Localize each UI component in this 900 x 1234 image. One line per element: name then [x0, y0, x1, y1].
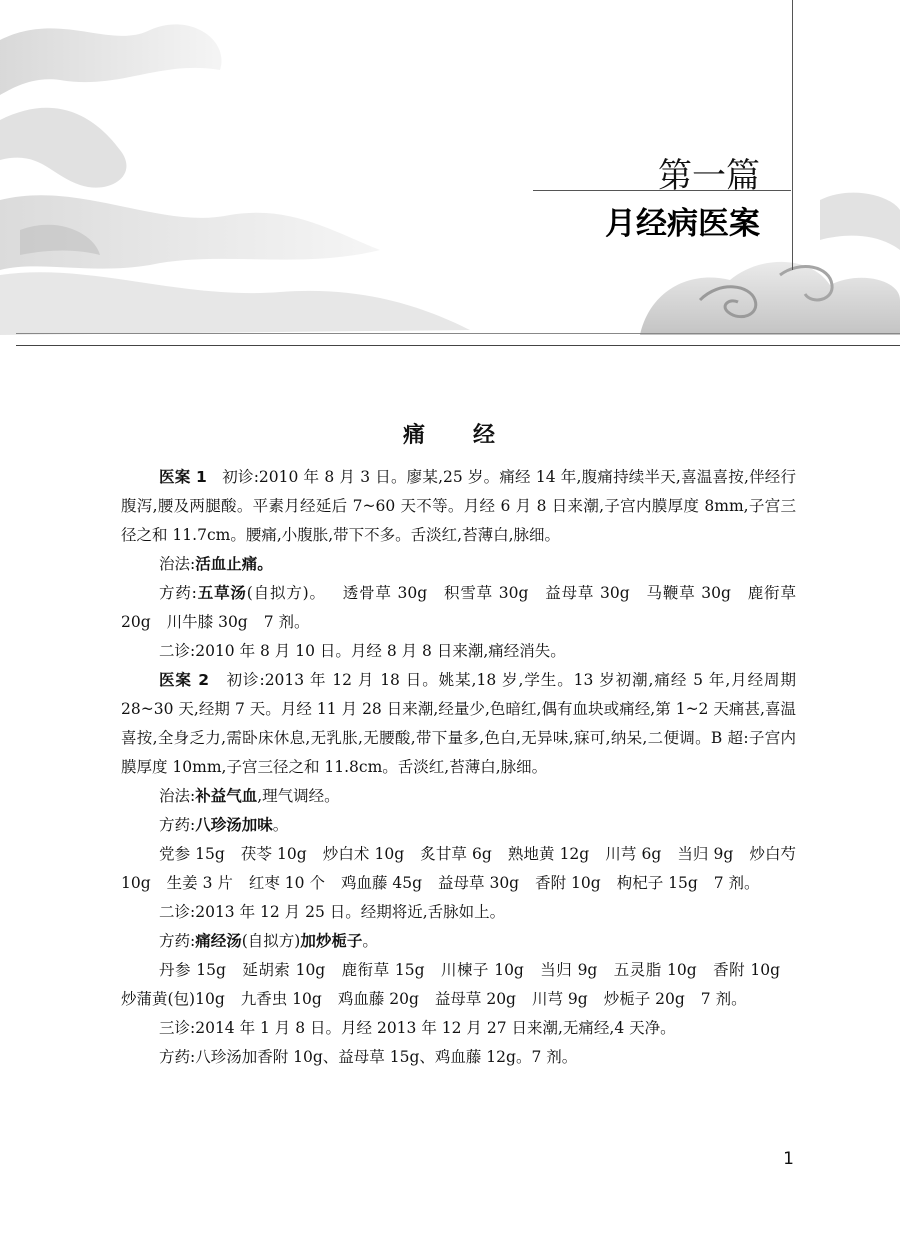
herb-item: 鹿衔草 20g — [121, 584, 796, 631]
herb-item: 川楝子 10g — [440, 961, 524, 979]
herb-item: 香附 10g — [712, 961, 781, 979]
part-number: 第一篇 — [658, 156, 760, 196]
herb-item: 川芎 6g — [605, 845, 662, 863]
herb-item: 九香虫 10g — [240, 990, 322, 1008]
herb-item: 枸杞子 15g — [616, 874, 698, 892]
case1-second-visit: 二诊:2010 年 8 月 10 日。月经 8 月 8 日来潮,痛经消失。 — [159, 642, 566, 660]
herb-item: 7 剂。 — [700, 990, 747, 1008]
herb-item: 炒白术 10g — [322, 845, 405, 863]
header-rule — [16, 345, 900, 346]
herb-item: 7 剂。 — [263, 613, 310, 631]
herb-item: 党参 15g — [159, 845, 225, 863]
case1-formula: 方药:五草汤(自拟方)。 透骨草 30g 积雪草 30g 益母草 30g 马鞭草 30g 鹿衔草 20g 川牛膝 30g 7 剂。 — [121, 584, 796, 631]
herb-item: 积雪草 30g — [443, 584, 529, 602]
herb-item: 鹿衔草 15g — [341, 961, 425, 979]
herb-item: 透骨草 30g — [341, 584, 428, 602]
case2-method: 治法:补益气血,理气调经。 — [159, 787, 340, 805]
herb-item: 炒栀子 20g — [603, 990, 685, 1008]
case2-second-visit: 二诊:2013 年 12 月 25 日。经期将近,舌脉如上。 — [159, 903, 506, 921]
herb-item: 炒白芍 10g — [121, 845, 797, 892]
herb-item: 香附 10g — [535, 874, 601, 892]
herb-item: 益母草 20g — [434, 990, 516, 1008]
document-body — [121, 463, 796, 1072]
herb-item: 益母草 30g — [544, 584, 630, 602]
case1-method: 治法:活血止痛。 — [159, 555, 273, 573]
herb-item: 马鞭草 30g — [645, 584, 731, 602]
herb-item: 川芎 9g — [531, 990, 588, 1008]
herb-item: 益母草 30g — [438, 874, 520, 892]
herb-item: 丹参 15g — [159, 961, 226, 979]
herb-item: 生姜 3 片 — [166, 874, 233, 892]
herb-item: 熟地黄 12g — [507, 845, 590, 863]
case2-herb-list — [121, 840, 796, 898]
herb-item: 延胡索 10g — [241, 961, 326, 979]
herb-item: 五灵脂 10g — [613, 961, 697, 979]
herb-item: 鸡血藤 45g — [340, 874, 423, 892]
herb-item: 茯苓 10g — [240, 845, 307, 863]
herb-item: 炙甘草 6g — [420, 845, 492, 863]
section-title: 痛 经 — [402, 423, 498, 448]
case2-formula3: 方药:八珍汤加香附 10g、益母草 15g、鸡血藤 12g。7 剂。 — [159, 1048, 578, 1066]
case2-herb-list-2 — [121, 956, 796, 1014]
case2-formula: 方药:八珍汤加味。 — [159, 816, 289, 834]
herb-item: 红枣 10 个 — [248, 874, 325, 892]
herb-item: 当归 9g — [539, 961, 598, 979]
header-rule-thin — [16, 333, 900, 334]
herb-item: 川牛膝 30g — [166, 613, 248, 631]
herb-item: 7 剂。 — [713, 874, 760, 892]
part-title: 月经病医案 — [605, 206, 760, 242]
banner-vertical-rule — [792, 0, 793, 270]
cloud-decoration — [0, 0, 900, 345]
case2-formula2: 方药:痛经汤(自拟方)加炒栀子。 — [159, 932, 378, 950]
herb-item: 当归 9g — [677, 845, 734, 863]
page-number: 1 — [783, 1149, 794, 1169]
chapter-banner — [0, 0, 900, 345]
herb-item: 鸡血藤 20g — [337, 990, 419, 1008]
case2-first-visit: 医案 2 初诊:2013 年 12 月 18 日。姚某,18 岁,学生。13 岁初潮,痛经 5 年,月经周期 28~30 天,经期 7 天。月经 11 月 28 日来潮,经量少,色暗红,偶有血块或痛经,第 1~2 天痛甚,喜温喜按,全身乏力,需卧床休息,无乳胀,无腰酸,带下量多,色白,无异味,寐可,纳呆,二便调。B 超:子宫内膜厚度 10mm,子宫三径之和 11.8cm。舌淡红,苔薄白,脉细。 — [121, 671, 796, 776]
herb-item: 炒蒲黄(包)10g — [121, 990, 225, 1008]
case1-first-visit: 医案 1 初诊:2010 年 8 月 3 日。廖某,25 岁。痛经 14 年,腹痛持续半天,喜温喜按,伴经行腹泻,腰及两腿酸。平素月经延后 7~60 天不等。月经 6 月 8 日来潮,子宫内膜厚度 8mm,子宫三径之和 11.7cm。腰痛,小腹胀,带下不多。舌淡红,苔薄白,脉细。 — [121, 468, 797, 544]
case2-third-visit: 三诊:2014 年 1 月 8 日。月经 2013 年 12 月 27 日来潮,无痛经,4 天净。 — [159, 1019, 676, 1037]
